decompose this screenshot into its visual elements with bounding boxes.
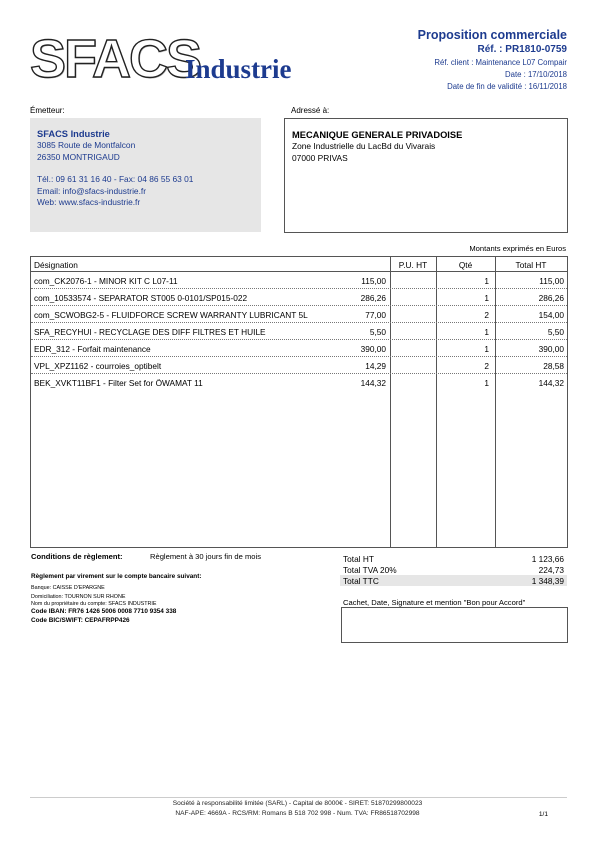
row-unit-price: 115,00 — [361, 276, 386, 286]
bank-account-owner: Nom du propriétaire du compte: SFACS INDUSTRIE — [31, 601, 157, 607]
footer-divider — [30, 797, 567, 798]
total-ht-label: Total HT — [343, 554, 374, 564]
table-header — [31, 257, 567, 272]
currency-note: Montants exprimés en Euros — [469, 244, 566, 253]
row-unit-price: 5,50 — [369, 327, 386, 337]
total-tva-label: Total TVA 20% — [343, 565, 397, 575]
document-title: Proposition commerciale — [417, 28, 567, 42]
emitter-phone: Tél.: 09 61 31 16 40 - Fax: 04 86 55 63 01 — [37, 174, 194, 184]
total-ht-value: 1 123,66 — [531, 554, 564, 564]
bank-domiciliation: Domiciliation: TOURNON SUR RHONE — [31, 594, 126, 600]
row-unit-price: 144,32 — [360, 378, 386, 388]
table-row — [31, 323, 567, 340]
row-total: 115,00 — [539, 276, 564, 286]
recipient-address-line2: 07000 PRIVAS — [292, 152, 348, 163]
emitter-label: Émetteur: — [30, 106, 65, 115]
signature-box[interactable] — [341, 607, 568, 643]
table-row — [31, 357, 567, 374]
row-designation: SFA_RECYHUI - RECYCLAGE DES DIFF FILTRES ET HUILE — [34, 327, 266, 337]
logo-industrie-text: Industrie — [185, 54, 292, 84]
logo-sfacs-text: SFACS — [30, 29, 201, 89]
table-row — [31, 272, 567, 289]
row-unit-price: 14,29 — [365, 361, 386, 371]
row-total: 154,00 — [538, 310, 564, 320]
row-total: 144,32 — [538, 378, 564, 388]
bank-bic: Code BIC/SWIFT: CEPAFRPP426 — [31, 617, 130, 624]
table-row — [31, 374, 567, 391]
row-quantity: 2 — [484, 310, 489, 320]
row-unit-price: 390,00 — [360, 344, 386, 354]
total-ttc-row — [340, 575, 567, 586]
emitter-box — [30, 118, 261, 232]
recipient-label: Adressé à: — [291, 106, 330, 115]
emitter-web: Web: www.sfacs-industrie.fr — [37, 197, 141, 207]
row-total: 28,58 — [543, 361, 564, 371]
row-designation: BEK_XVKT11BF1 - Filter Set for ÖWAMAT 11 — [34, 378, 203, 388]
document-reference: Réf. : PR1810-0759 — [477, 44, 567, 55]
validity-date: Date de fin de validité : 16/11/2018 — [447, 82, 567, 91]
payment-conditions-value: Règlement à 30 jours fin de mois — [150, 552, 262, 561]
page-number: 1/1 — [538, 811, 548, 818]
total-tva-value: 224,73 — [538, 565, 564, 575]
row-designation: com_10533574 - SEPARATOR ST005 0-0101/SP015-022 — [34, 293, 248, 303]
table-row — [31, 289, 567, 306]
footer-legal-line1: Société à responsabilité limitée (SARL) - Capital de 8000€ - SIRET: 51870299800023 — [172, 800, 423, 807]
row-quantity: 2 — [484, 361, 489, 371]
client-reference: Réf. client : Maintenance L07 Compair — [434, 58, 567, 67]
row-quantity: 1 — [484, 327, 489, 337]
emitter-email: Email: info@sfacs-industrie.fr — [37, 185, 147, 196]
document-header — [307, 28, 567, 93]
total-ttc-label: Total TTC — [343, 576, 379, 586]
recipient-name: MECANIQUE GENERALE PRIVADOISE — [292, 130, 463, 140]
row-quantity: 1 — [484, 293, 489, 303]
emitter-address-line2: 26350 MONTRIGAUD — [37, 151, 120, 162]
emitter-address-line1: 3085 Route de Montfalcon — [37, 140, 136, 150]
emitter-name: SFACS Industrie — [37, 129, 110, 139]
row-unit-price: 286,26 — [360, 293, 386, 303]
recipient-box — [284, 118, 568, 233]
document-date: Date : 17/10/2018 — [505, 70, 567, 79]
row-total: 390,00 — [538, 344, 564, 354]
bank-iban: Code IBAN: FR76 1426 5006 0008 7710 9354 338 — [31, 608, 177, 615]
row-designation: EDR_312 - Forfait maintenance — [34, 344, 151, 354]
signature-label: Cachet, Date, Signature et mention "Bon pour Accord" — [343, 598, 526, 607]
row-quantity: 1 — [484, 276, 489, 286]
row-quantity: 1 — [484, 378, 489, 388]
table-row — [31, 340, 567, 357]
header-unit-price: P.U. HT — [398, 260, 428, 270]
bank-transfer-title: Règlement par virement sur le compte bancaire suivant: — [31, 573, 202, 580]
payment-conditions-label: Conditions de règlement: — [31, 552, 123, 561]
row-unit-price: 77,00 — [365, 310, 386, 320]
row-total: 5,50 — [547, 327, 564, 337]
row-designation: com_CK2076-1 - MINOR KIT C L07-11 — [34, 276, 178, 286]
company-logo — [30, 29, 320, 89]
recipient-address-line1: Zone Industrielle du LacBd du Vivarais — [292, 141, 436, 151]
header-quantity: Qté — [458, 260, 473, 270]
total-ttc-value: 1 348,39 — [531, 576, 564, 586]
items-table — [30, 256, 568, 548]
header-total: Total HT — [515, 260, 547, 270]
total-tva-row — [340, 564, 567, 575]
row-designation: com_SCWOBG2-5 - FLUIDFORCE SCREW WARRANTY LUBRICANT 5L — [34, 310, 308, 320]
header-designation: Désignation — [34, 260, 78, 270]
row-designation: VPL_XPZ1162 - courroies_optibelt — [34, 361, 162, 371]
total-ht-row — [340, 553, 567, 564]
row-total: 286,26 — [538, 293, 564, 303]
bank-name: Banque: CAISSE D'EPARGNE — [31, 585, 105, 591]
table-row — [31, 306, 567, 323]
footer-legal-line2: NAF-APE: 4669A - RCS/RM: Romans B 518 702 998 - Num. TVA: FR86518702998 — [175, 810, 420, 817]
row-quantity: 1 — [484, 344, 489, 354]
